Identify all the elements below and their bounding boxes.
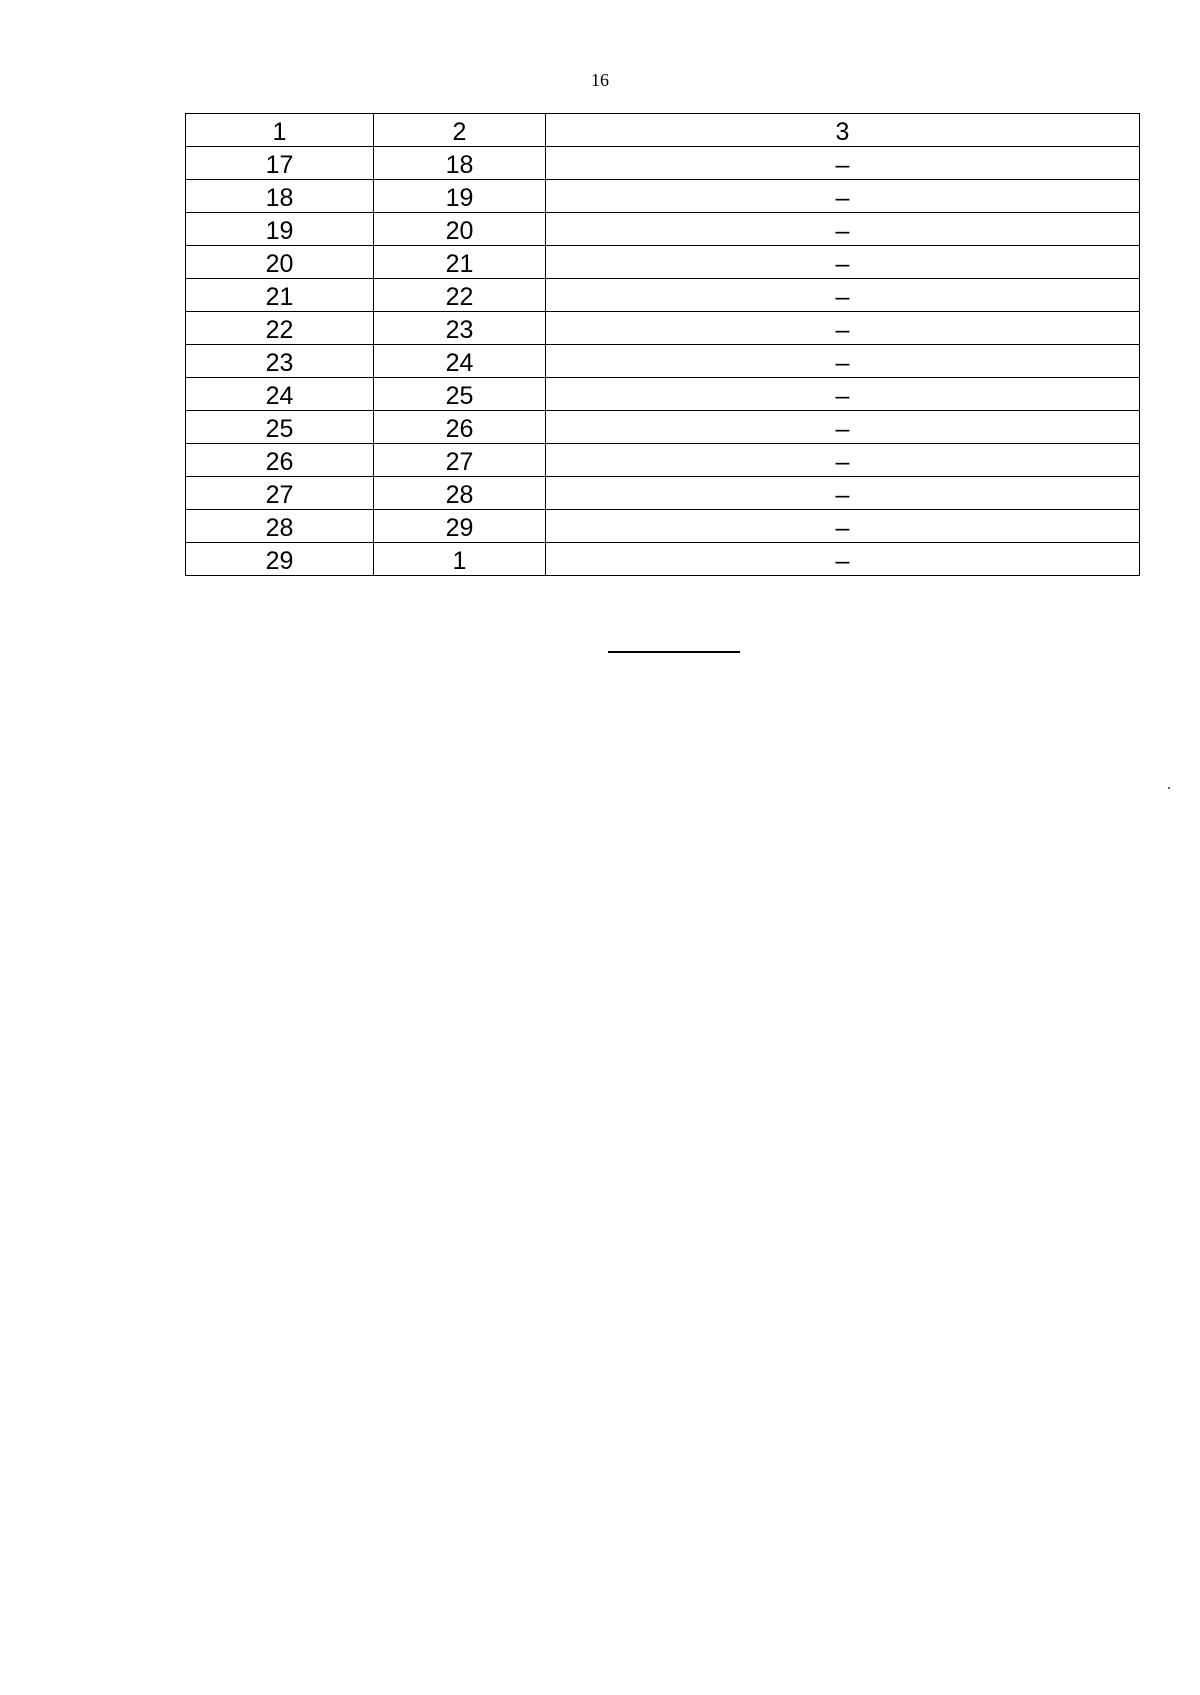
table-cell: 29 — [374, 510, 546, 543]
table-cell: 27 — [374, 444, 546, 477]
table-cell: 1 — [374, 543, 546, 576]
table-cell: 18 — [374, 147, 546, 180]
table-cell: 28 — [186, 510, 374, 543]
table-cell: – — [546, 477, 1140, 510]
table-row — [186, 411, 1140, 444]
table-cell: 28 — [374, 477, 546, 510]
scan-artifact-dot — [1168, 787, 1170, 789]
table-cell: – — [546, 345, 1140, 378]
table-cell: – — [546, 147, 1140, 180]
table-cell: – — [546, 378, 1140, 411]
table-cell: 25 — [186, 411, 374, 444]
table-row — [186, 444, 1140, 477]
table-row — [186, 312, 1140, 345]
end-of-document-rule — [608, 651, 740, 653]
table-cell: – — [546, 444, 1140, 477]
table-cell: 20 — [186, 246, 374, 279]
table-cell: – — [546, 213, 1140, 246]
page-number: 16 — [591, 70, 609, 90]
table-cell: 29 — [186, 543, 374, 576]
table-row — [186, 477, 1140, 510]
table-row — [186, 378, 1140, 411]
table-cell: – — [546, 246, 1140, 279]
table-row — [186, 213, 1140, 246]
table-cell: 24 — [186, 378, 374, 411]
table-cell: – — [546, 510, 1140, 543]
table-cell: 26 — [374, 411, 546, 444]
table-cell: 21 — [374, 246, 546, 279]
table-row — [186, 180, 1140, 213]
column-number-cell: 1 — [186, 114, 374, 147]
table-cell: – — [546, 312, 1140, 345]
table-cell: 19 — [374, 180, 546, 213]
table-cell: 21 — [186, 279, 374, 312]
column-number-cell: 3 — [546, 114, 1140, 147]
table-row — [186, 510, 1140, 543]
table-cell: – — [546, 411, 1140, 444]
data-table — [185, 113, 1140, 576]
table-cell: 19 — [186, 213, 374, 246]
table-cell: 20 — [374, 213, 546, 246]
table-cell: 26 — [186, 444, 374, 477]
table-row — [186, 147, 1140, 180]
table-row — [186, 279, 1140, 312]
table-row — [186, 345, 1140, 378]
table-cell: – — [546, 279, 1140, 312]
table-cell: 24 — [374, 345, 546, 378]
column-number-cell: 2 — [374, 114, 546, 147]
table-cell: 25 — [374, 378, 546, 411]
table-cell: 22 — [186, 312, 374, 345]
table-cell: 23 — [374, 312, 546, 345]
table-cell: 17 — [186, 147, 374, 180]
table-cell: – — [546, 180, 1140, 213]
table-cell: 23 — [186, 345, 374, 378]
table-row — [186, 543, 1140, 576]
table-cell: 22 — [374, 279, 546, 312]
table-cell: – — [546, 543, 1140, 576]
table-header-row — [186, 114, 1140, 147]
table-row — [186, 246, 1140, 279]
table-cell: 18 — [186, 180, 374, 213]
table-cell: 27 — [186, 477, 374, 510]
